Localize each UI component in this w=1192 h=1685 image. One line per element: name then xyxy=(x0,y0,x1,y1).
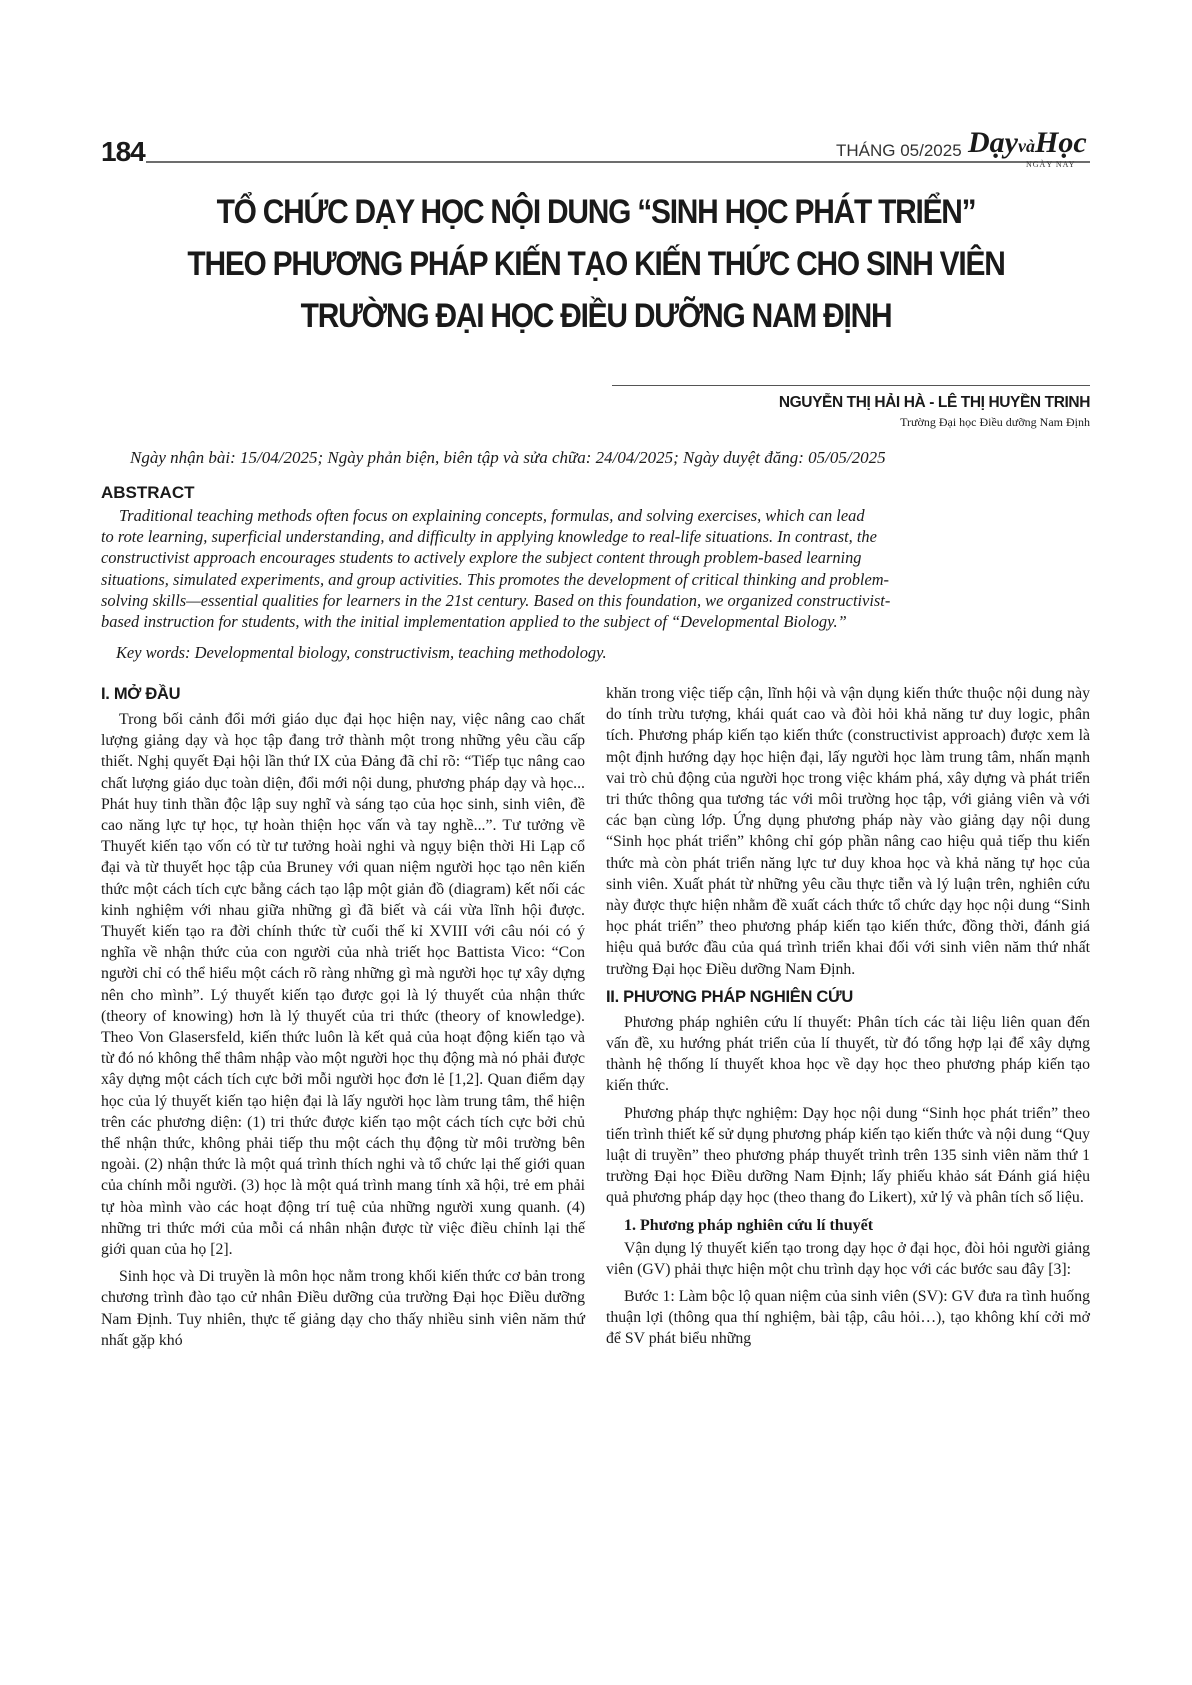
journal-logo-subtitle: NGÀY NAY xyxy=(1026,160,1076,169)
affiliation: Trường Đại học Điều dưỡng Nam Định xyxy=(900,415,1090,429)
paragraph: Sinh học và Di truyền là môn học nằm trong khối kiến thức cơ bản trong chương trình đào tạo cử nhân Điều dưỡng của trường Đại học Điều dưỡng Nam Định. Tuy nhiên, thực tế giảng dạy cho thấy nhiều sinh viên năm thứ nhất gặp khó xyxy=(101,1268,585,1349)
abstract-line: situations, simulated experiments, and group activities. This promotes the development of critical thinking and problem- xyxy=(101,569,890,589)
abstract-line: solving skills—essential qualities for learners in the 21st century. Based on this foundation, we organized constructivist- xyxy=(101,590,891,610)
left-column xyxy=(101,683,585,1357)
abstract-line: based instruction for students, with the initial implementation applied to the subject of “Developmental Biology.” xyxy=(101,612,847,632)
paragraph: Vận dụng lý thuyết kiến tạo trong dạy học ở đại học, đòi hỏi người giảng viên (GV) phải thực hiện một chu trình dạy học với các bước sau đây [3]: xyxy=(606,1239,1090,1278)
subsection-heading: 1. Phương pháp nghiên cứu lí thuyết xyxy=(624,1216,874,1234)
article-dates: Ngày nhận bài: 15/04/2025; Ngày phản biện, biên tập và sửa chữa: 24/04/2025; Ngày duyệt đăng: 05/05/2025 xyxy=(130,448,886,467)
paragraph: Phương pháp thực nghiệm: Dạy học nội dung “Sinh học phát triển” theo tiến trình thiết kế sử dụng phương pháp kiến tạo kiến thức và nội dung “Quy luật di truyền” theo phương pháp thuyết trình trên 135 sinh viên năm thứ 1 trường Đại học Điều dưỡng Nam Định; lấy phiếu khảo sát Đánh giá hiệu quả phương pháp dạy học (theo thang đo Likert), xử lý và phân tích số liệu. xyxy=(606,1104,1090,1207)
title-line: TRƯỜNG ĐẠI HỌC ĐIỀU DƯỠNG NAM ĐỊNH xyxy=(300,297,892,335)
paragraph: Phương pháp nghiên cứu lí thuyết: Phân tích các tài liệu liên quan đến vấn đề, xu hướng phát triển của lí thuyết, từ đó tổng hợp lại để xây dựng thành hệ thống lí thuyết khoa học về dạy học theo phương pháp kiến tạo kiến thức. xyxy=(606,1013,1090,1095)
paragraph: Bước 1: Làm bộc lộ quan niệm của sinh viên (SV): GV đưa ra tình huống thuận lợi (thông qua thí nghiệm, bài tập, câu hỏi…), tạo không khí cởi mở để SV phát biểu những xyxy=(606,1288,1090,1348)
header-rule xyxy=(146,161,1090,163)
abstract-line: constructivist approach encourages students to actively explore the subject content through problem-based learning xyxy=(101,548,862,568)
paragraph: Trong bối cảnh đổi mới giáo dục đại học hiện nay, việc nâng cao chất lượng giảng dạy và học tập đang trở thành một trong những yêu cầu cấp thiết. Nghị quyết Đại hội lần thứ IX của Đảng đã chỉ rõ: “Tiếp tục nâng cao chất lượng giáo dục toàn diện, đổi mới nội dung, phương pháp dạy và học... Phát huy tinh thần độc lập suy nghĩ và sáng tạo của học sinh, sinh viên, đề cao năng lực tự học, tự hoàn thiện học vấn và tay nghề...”. Tư tưởng về Thuyết kiến tạo vốn có từ tư tưởng hoài nghi và ngụy biện thời Hi Lạp cổ đại và từ thuyết học tập của Bruney với quan niệm người học tạo nên kiến thức một cách tích cực bằng cách tạo lập một giản đồ (diagram) kết nối các kinh nghiệm với nhau giữa những gì đã biết và cái vừa lĩnh hội được. Thuyết kiến tạo ra đời chính thức từ cuối thế kỉ XVIII với câu nói có ý nghĩa về nhận thức của con người của nhà triết học Battista Vico: “Con người chỉ có thể hiểu một cách rõ ràng những gì mà người học tự xây dựng nên cho mình”. Lý thuyết kiến tạo được gọi là lý thuyết của nhận thức (theory of knowing) hơn là lý thuyết của tri thức (theory of knowledge). Theo Von Glasersfeld, kiến thức luôn là kết quả của hoạt động kiến tạo và từ đó nó không thể thâm nhập vào một người học thụ động mà nó phải được xây dựng một cách tích cực bởi mỗi người học đơn lẻ [1,2]. Quan điểm dạy học của lý thuyết kiến tạo hiện đại là lấy người học làm trung tâm, thể hiện trên các phương diện: (1) tri thức được kiến tạo một cách tích cực bởi chủ thể nhận thức, không phải tiếp thu một cách thụ động từ môi trường bên ngoài. (2) nhận thức là một quá trình thích nghi và tổ chức lại thế giới quan của chính mỗi người. (3) học là một quá trình mang tính xã hội, trẻ em phải tự hòa mình vào các hoạt động trí tuệ của những người xung quanh. (4) những tri thức mới của mỗi cá nhân nhận được từ việc điều chỉnh lại thế giới quan của họ [2]. xyxy=(101,711,585,1259)
abstract-heading: ABSTRACT xyxy=(101,483,195,502)
authors: NGUYỄN THỊ HẢI HÀ - LÊ THỊ HUYỀN TRINH xyxy=(778,394,1090,411)
section-heading-methods: II. PHƯƠNG PHÁP NGHIÊN CỨU xyxy=(606,987,853,1006)
abstract-body xyxy=(101,505,1090,632)
keywords: Key words: Developmental biology, constructivism, teaching methodology. xyxy=(116,643,607,662)
title-line: THEO PHƯƠNG PHÁP KIẾN TẠO KIẾN THỨC CHO SINH VIÊN xyxy=(187,245,1005,283)
title-line: TỔ CHỨC DẠY HỌC NỘI DUNG “SINH HỌC PHÁT TRIỂN” xyxy=(216,193,976,231)
page-number: 184 xyxy=(101,136,145,167)
article-title xyxy=(177,186,1015,342)
journal-logo: DạyvàHọc xyxy=(968,126,1087,159)
section-heading-introduction: I. MỞ ĐẦU xyxy=(101,685,181,703)
paragraph: khăn trong việc tiếp cận, lĩnh hội và vận dụng kiến thức thuộc nội dung này do tính trừu tượng, khái quát cao và đòi hỏi khả năng tư duy logic, phân tích. Phương pháp kiến tạo kiến thức (constructivist approach) được xem là một định hướng dạy học hiện đại, lấy người học làm trung tâm, nhấn mạnh vai trò chủ động của người học trong việc khám phá, xây dựng và phát triển tri thức thông qua tương tác với môi trường học tập, với giảng viên và với các bạn cùng lớp. Ứng dụng phương pháp này vào giảng dạy nội dung “Sinh học phát triển” không chỉ góp phần nâng cao hiệu quả tiếp thu kiến thức mà còn phát triển năng lực tư duy khoa học và khả năng tự học của sinh viên. Xuất phát từ những yêu cầu thực tiễn và lý luận trên, nghiên cứu này được thực hiện nhằm đề xuất cách thức tổ chức dạy học nội dung “Sinh học phát triển” theo phương pháp kiến tạo kiến thức, đồng thời, đánh giá hiệu quả bước đầu của quá trình triển khai đối với sinh viên năm thứ nhất trường Đại học Điều dưỡng Nam Định. xyxy=(606,685,1090,978)
author-rule xyxy=(612,385,1090,386)
abstract-line: Traditional teaching methods often focus on explaining concepts, formulas, and solving exercises, which can lead xyxy=(119,506,865,525)
right-column xyxy=(606,683,1090,1356)
abstract-line: to rote learning, superficial understanding, and difficulty in applying knowledge to real-life situations. In contrast, the xyxy=(101,527,877,547)
issue-date: THÁNG 05/2025 xyxy=(836,141,962,160)
